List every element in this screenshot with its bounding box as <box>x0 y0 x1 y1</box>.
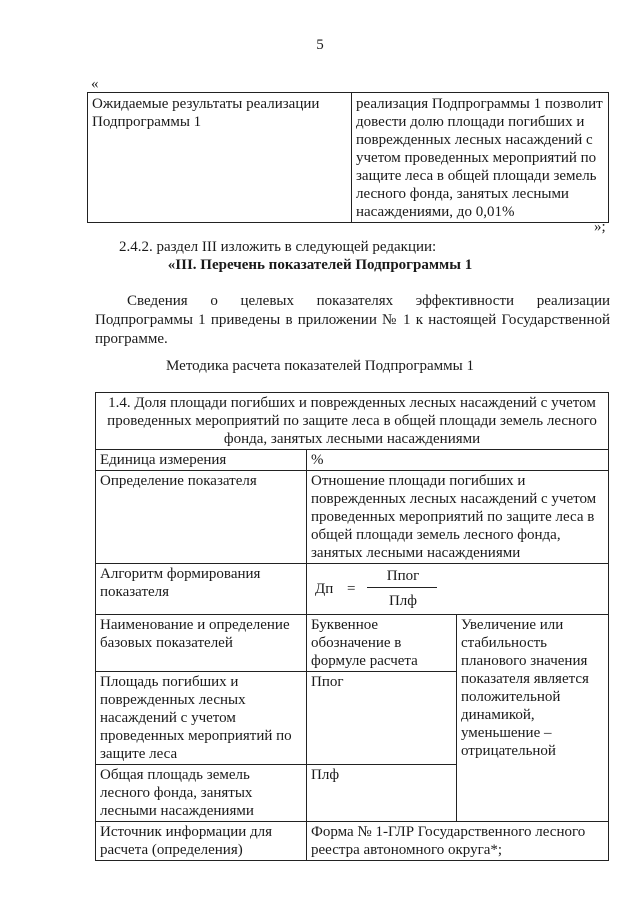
expected-results-value: реализация Подпрограммы 1 позволит довести долю площади погибших и поврежденных лесных насаждений с учетом проведенных мероприятий по защите леса в общей площади земель лесного фонда, занятых лесными насаждениями, до 0,01% <box>352 93 609 223</box>
base-indicator-2-symbol: Плф <box>307 765 457 822</box>
closing-quote: »; <box>594 219 606 235</box>
algorithm-label: Алгоритм формирования показателя <box>96 564 307 615</box>
indicator-methodology-table <box>95 392 609 861</box>
source-value: Форма № 1-ГЛР Государственного лесного реестра автономного округа*; <box>307 822 609 861</box>
unit-label: Единица измерения <box>96 450 307 471</box>
table-row <box>96 822 609 861</box>
table-row <box>96 471 609 564</box>
base-indicator-1-label: Площадь погибших и поврежденных лесных насаждений с учетом проведенных мероприятий по защите леса <box>96 672 307 765</box>
table-row <box>96 615 609 672</box>
expected-results-label: Ожидаемые результаты реализации Подпрограммы 1 <box>88 93 352 223</box>
opening-quote: « <box>91 76 99 92</box>
table-row <box>96 564 609 615</box>
amendment-paragraph: 2.4.2. раздел III изложить в следующей редакции: <box>119 239 437 255</box>
section-text: Сведения о целевых показателях эффективности реализации Подпрограммы 1 приведены в приложении № 1 к настоящей Государственной программе. <box>95 293 610 347</box>
base-indicators-header: Наименование и определение базовых показателей <box>96 615 307 672</box>
fraction-bar <box>367 587 437 588</box>
section-title: «III. Перечень показателей Подпрограммы 1 <box>167 257 473 273</box>
source-label: Источник информации для расчета (определения) <box>96 822 307 861</box>
formula <box>311 565 604 613</box>
formula-lhs: Дп <box>315 581 334 597</box>
symbol-header: Буквенное обозначение в формуле расчета <box>307 615 457 672</box>
formula-numerator: Ппог <box>386 568 420 584</box>
base-indicator-2-label: Общая площадь земель лесного фонда, занятых лесными насаждениями <box>96 765 307 822</box>
base-indicator-1-symbol: Ппог <box>307 672 457 765</box>
table-row <box>88 93 609 223</box>
page-number: 5 <box>316 37 324 53</box>
formula-denominator: Плф <box>388 593 418 609</box>
expected-results-table <box>87 92 609 223</box>
unit-value: % <box>307 450 609 471</box>
methodology-title: Методика расчета показателей Подпрограммы 1 <box>166 358 474 374</box>
dynamics-note: Увеличение или стабильность планового значения показателя является положительной динамикой, уменьшение – отрицательной <box>457 615 609 822</box>
definition-label: Определение показателя <box>96 471 307 564</box>
table-row <box>96 450 609 471</box>
table-row <box>96 393 609 450</box>
formula-equals: = <box>347 581 356 597</box>
indicator-header: 1.4. Доля площади погибших и поврежденных лесных насаждений с учетом проведенных мероприятий по защите леса в общей площади земель лесного фонда, занятых лесными насаждениями <box>96 393 609 450</box>
definition-value: Отношение площади погибших и поврежденных лесных насаждений с учетом проведенных мероприятий по защите леса в общей площади земель лесного фонда, занятых лесными насаждениями <box>307 471 609 564</box>
algorithm-formula <box>307 564 609 615</box>
